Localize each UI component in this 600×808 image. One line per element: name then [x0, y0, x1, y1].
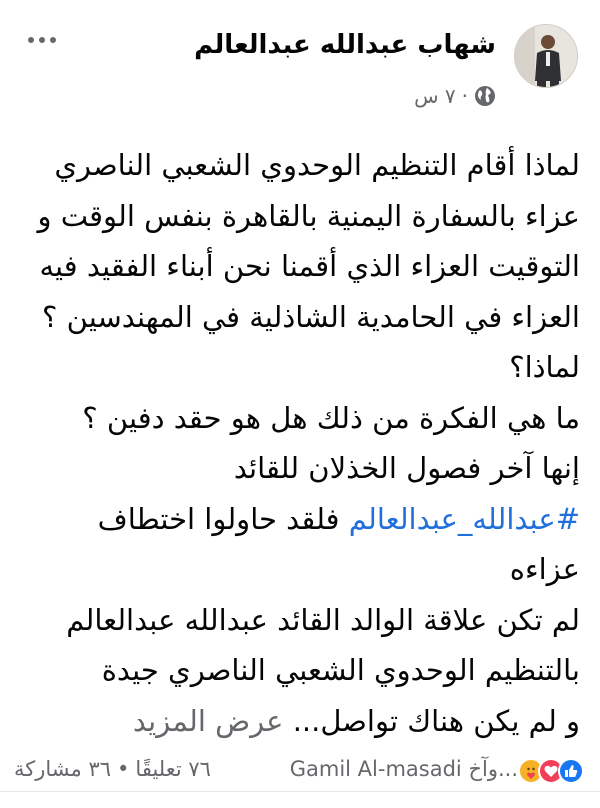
post-line: التوقيت العزاء الذي أقمنا نحن أبناء الفقيد فيه — [39, 249, 580, 283]
more-dots-icon — [28, 37, 34, 43]
avatar[interactable] — [514, 24, 578, 88]
post-body — [20, 140, 580, 746]
post-line: بالتنظيم الوحدوي الشعبي الناصري جيدة — [101, 653, 580, 687]
last-line-text: و لم يكن هناك تواصل... — [292, 703, 580, 738]
see-more-link[interactable]: عرض المزيد — [132, 703, 293, 738]
post-line-last — [20, 696, 580, 747]
post-meta — [414, 84, 496, 108]
post-line: لماذا؟ — [509, 350, 580, 384]
shares-count[interactable]: ٣٦ مشاركة — [14, 757, 112, 781]
reaction-icons[interactable] — [518, 758, 584, 784]
post-line: عزاءه — [509, 552, 580, 586]
more-options-button[interactable] — [22, 28, 62, 52]
engagement-counts — [14, 757, 211, 781]
meta-separator: · — [461, 84, 468, 108]
post-line: العزاء في الحامدية الشاذلية في المهندسين ؟ — [42, 299, 580, 334]
post-line: لم تكن علاقة الوالد القائد عبدالله عبدالعالم — [66, 602, 580, 637]
avatar-image — [515, 25, 578, 88]
author-name[interactable]: شهاب عبدالله عبدالعالم — [194, 30, 496, 60]
footer-divider — [0, 791, 600, 792]
post-time[interactable]: ٧ س — [414, 84, 456, 108]
post-line: ما هي الفكرة من ذلك هل هو حقد دفين ؟ — [82, 400, 580, 435]
count-separator: • — [117, 757, 130, 781]
post-line-hashtag — [20, 494, 580, 545]
hashtag-link[interactable]: #عبدالله_عبدالعالم — [348, 501, 580, 536]
globe-icon[interactable] — [474, 85, 496, 107]
reactors-text[interactable]: Gamil Al-masadi وآخ... — [289, 757, 518, 781]
post-line: لماذا أقام التنظيم الوحدوي الشعبي الناصري — [54, 148, 580, 182]
hashtag-continuation: فلقد حاولوا اختطاف — [97, 501, 349, 536]
post-line: إنها آخر فصول الخذلان للقائد — [233, 451, 580, 485]
comments-count[interactable]: ٧٦ تعليقًا — [135, 757, 211, 781]
post-header — [0, 0, 600, 130]
like-reaction-icon — [558, 758, 584, 784]
post-footer — [0, 748, 600, 792]
post-line: عزاء بالسفارة اليمنية بالقاهرة بنفس الوقت و — [37, 198, 580, 233]
